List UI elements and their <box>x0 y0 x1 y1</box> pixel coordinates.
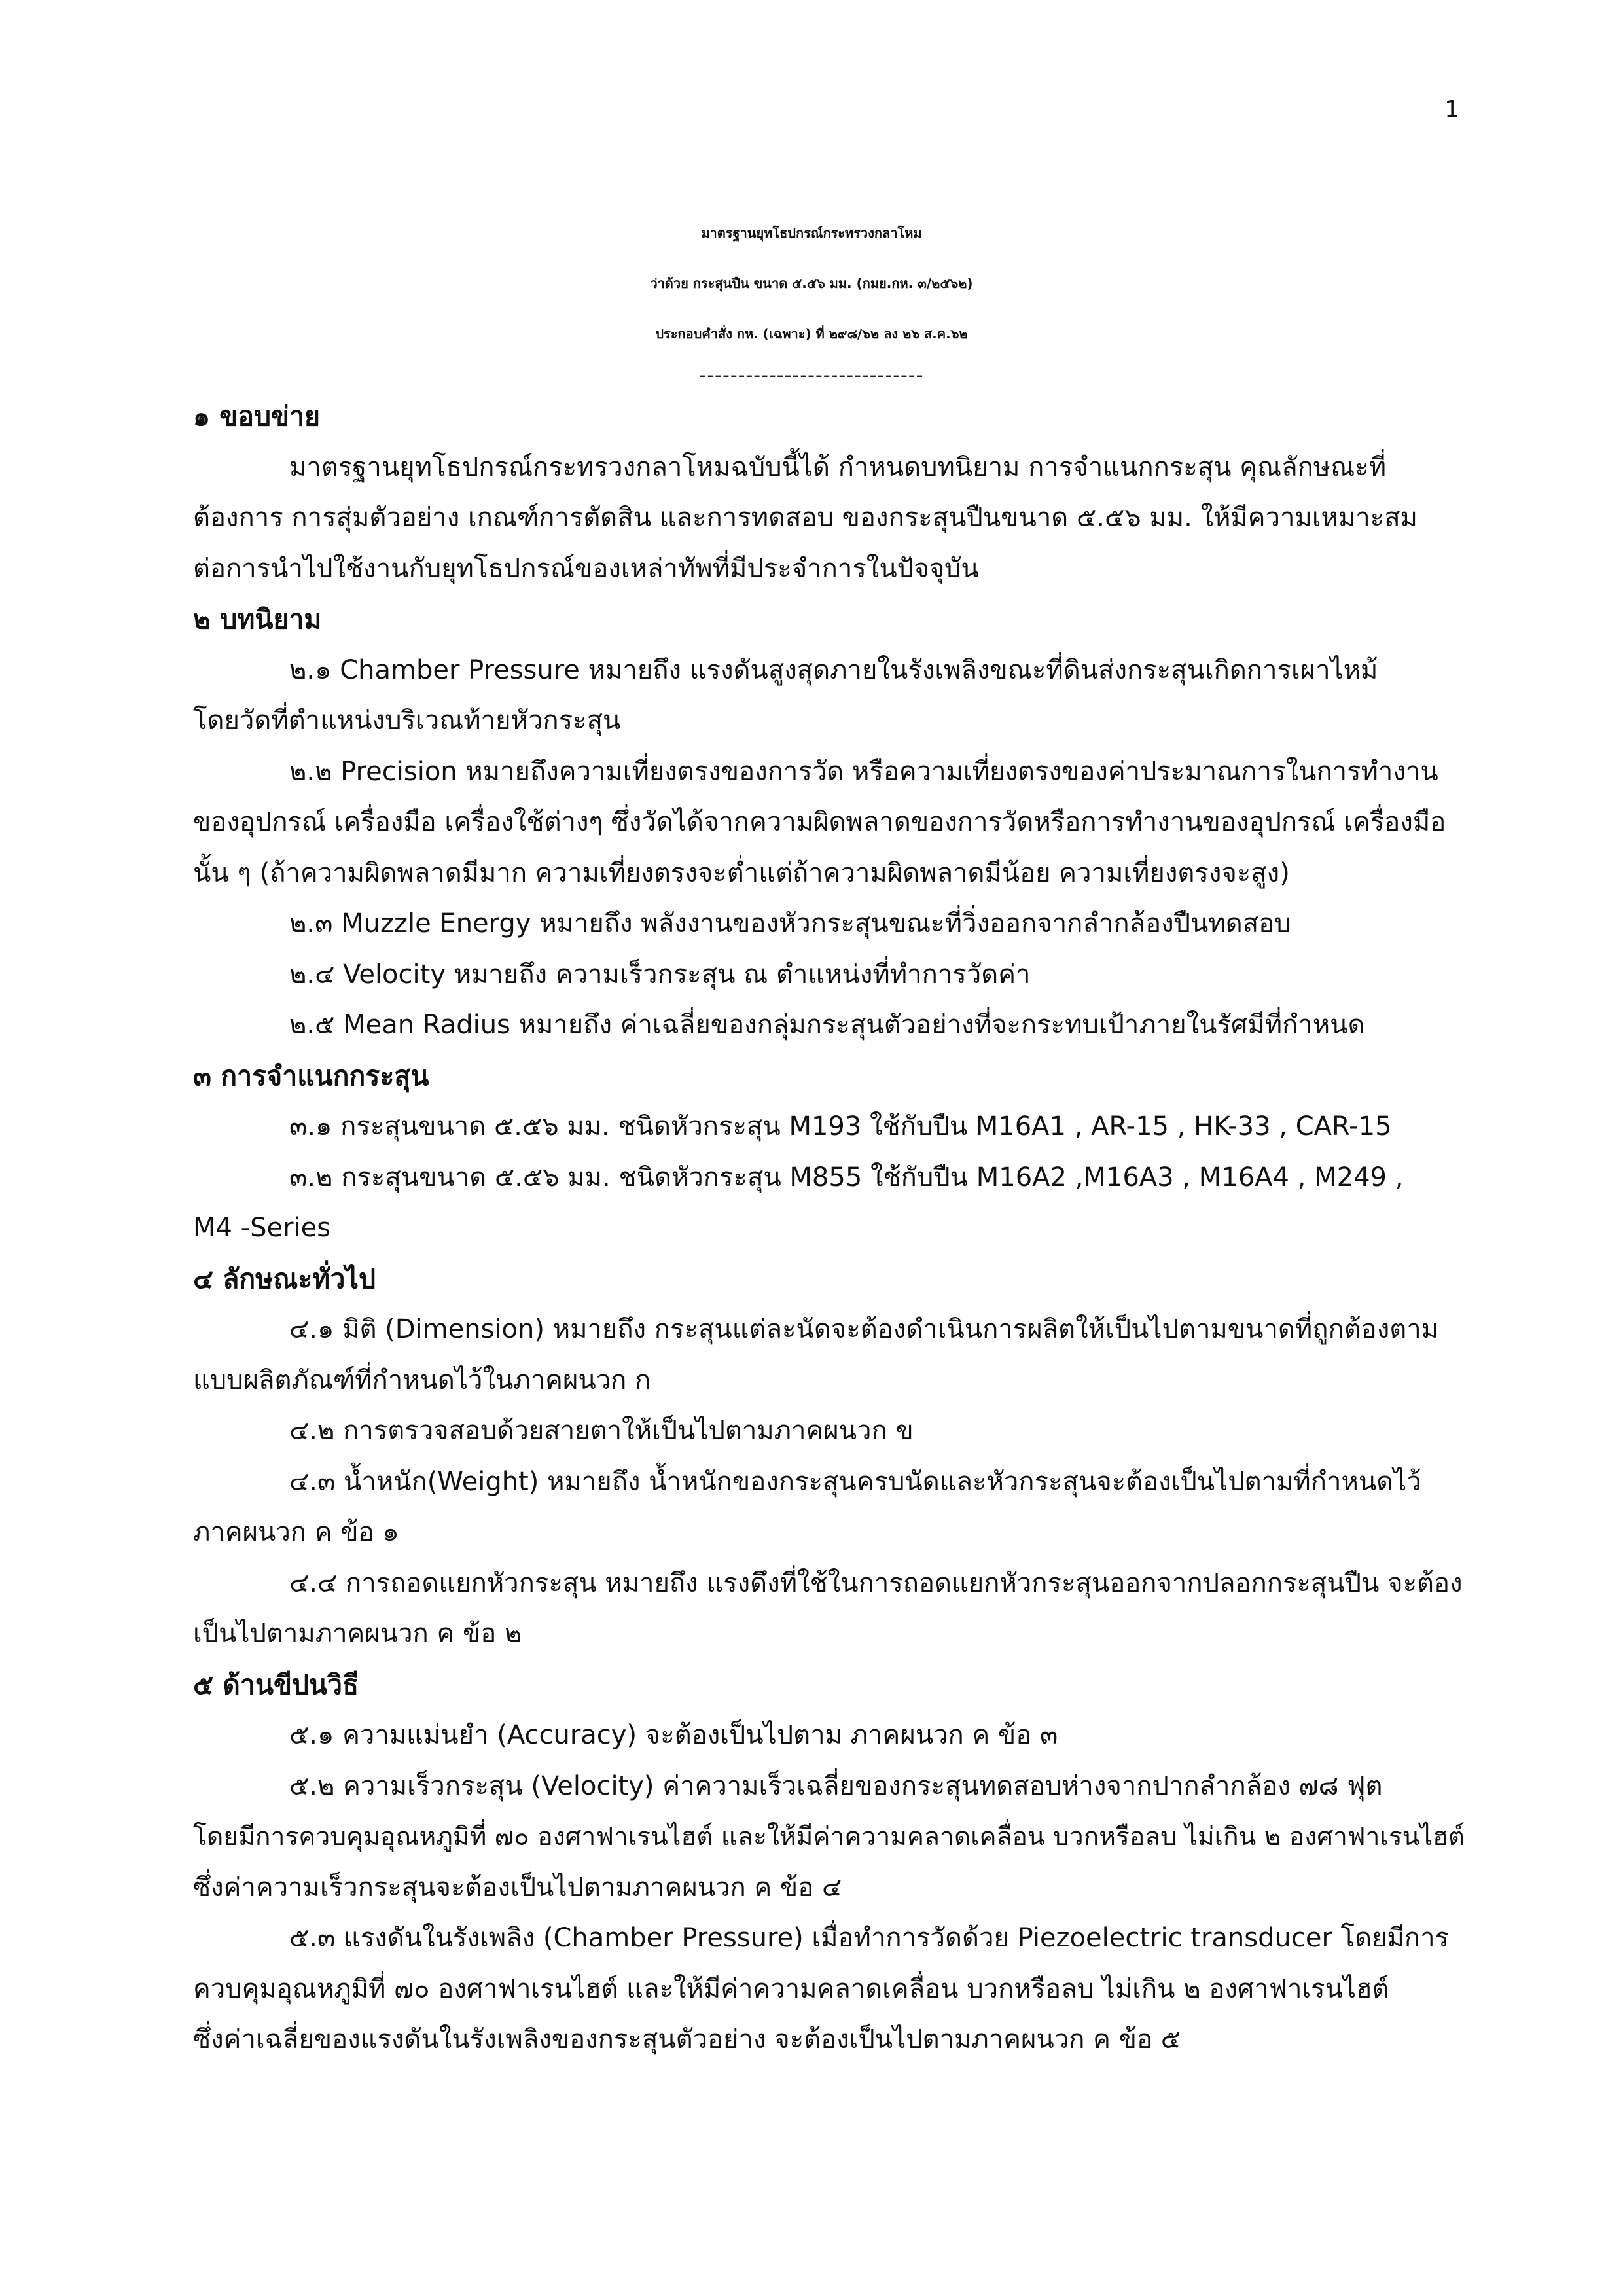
document-header <box>0 208 1623 392</box>
paragraph-first-line: ๒.๑ Chamber Pressure หมายถึง แรงดันสูงสุดภายในรังเพลิงขณะที่ดินส่งกระสุนเกิดการเผาไหม้ <box>289 655 1378 685</box>
section-heading: ๒ บทนิยาม <box>193 603 322 635</box>
paragraph-line: ซึ่งค่าความเร็วกระสุนจะต้องเป็นไปตามภาคผนวก ค ข้อ ๔ <box>193 1872 842 1903</box>
paragraph-first-line: ๕.๓ แรงดันในรังเพลิง (Chamber Pressure) เมื่อทำการวัดด้วย Piezoelectric transducer โดยมีการ <box>289 1923 1450 1953</box>
document-order-reference: ประกอบคำสั่ง กห. (เฉพาะ) ที่ ๒๙๘/๖๒ ลง ๒๖ ส.ค.๖๒ <box>655 326 968 342</box>
paragraph-first-line: ๔.๑ มิติ (Dimension) หมายถึง กระสุนแต่ละนัดจะต้องดำเนินการผลิตให้เป็นไปตามขนาดที่ถูกต้องตาม <box>289 1314 1439 1344</box>
paragraph-line: นั้น ๆ (ถ้าความผิดพลาดมีมาก ความเที่ยงตรงจะต่ำแต่ถ้าความผิดพลาดมีน้อย ความเที่ยงตรงจะสูง) <box>193 857 1290 888</box>
paragraph-first-line: ๓.๑ กระสุนขนาด ๕.๕๖ มม. ชนิดหัวกระสุน M193 ใช้กับปืน M16A1 , AR-15 , HK-33 , CAR-15 <box>289 1111 1392 1141</box>
paragraph-first-line: ๔.๔ การถอดแยกหัวกระสุน หมายถึง แรงดึงที่ใช้ในการถอดแยกหัวกระสุนออกจากปลอกกระสุนปืน จะต้อง <box>289 1568 1463 1598</box>
paragraph-line: โดยวัดที่ตำแหน่งบริเวณท้ายหัวกระสุน <box>193 706 621 736</box>
paragraph-first-line: ๔.๒ การตรวจสอบด้วยสายตาให้เป็นไปตามภาคผนวก ข <box>289 1416 914 1446</box>
section-heading: ๑ ขอบข่าย <box>193 401 321 432</box>
paragraph-first-line: ๓.๒ กระสุนขนาด ๕.๕๖ มม. ชนิดหัวกระสุน M855 ใช้กับปืน M16A2 ,M16A3 , M16A4 , M249 , <box>289 1162 1404 1193</box>
paragraph-first-line: มาตรฐานยุทโธปกรณ์กระทรวงกลาโหมฉบับนี้ได้ กำหนดบทนิยาม การจำแนกกระสุน คุณลักษณะที่ <box>289 452 1387 482</box>
paragraph-line: ต่อการนำไปใช้งานกับยุทโธปกรณ์ของเหล่าทัพที่มีประจำการในปัจจุบัน <box>193 553 979 584</box>
section-heading: ๕ ด้านขีปนวิธี <box>193 1668 359 1700</box>
page-number: 1 <box>1444 96 1459 123</box>
paragraph-line: แบบผลิตภัณฑ์ที่กำหนดไว้ในภาคผนวก ก <box>193 1365 651 1395</box>
paragraph-line: M4 -Series <box>193 1213 331 1243</box>
paragraph-line: ควบคุมอุณหภูมิที่ ๗๐ องศาฟาเรนไฮต์ และให้มีค่าความคลาดเคลื่อน บวกหรือลบ ไม่เกิน ๒ องศาฟาเรนไฮต์ <box>193 1973 1389 2004</box>
paragraph-line: เป็นไปตามภาคผนวก ค ข้อ ๒ <box>193 1619 522 1649</box>
paragraph-line: ของอุปกรณ์ เครื่องมือ เครื่องใช้ต่างๆ ซึ่งวัดได้จากความผิดพลาดของการวัดหรือการทำงานของอุปกรณ์ เครื่องมือ <box>193 807 1446 837</box>
document-title: มาตรฐานยุทโธปกรณ์กระทรวงกลาโหม <box>701 225 922 241</box>
paragraph-first-line: ๒.๕ Mean Radius หมายถึง ค่าเฉลี่ยของกลุ่มกระสุนตัวอย่างที่จะกระทบเป้าภายในรัศมีที่กำหนด <box>289 1010 1365 1040</box>
paragraph-line: ต้องการ การสุ่มตัวอย่าง เกณฑ์การตัดสิน และการทดสอบ ของกระสุนปืนขนาด ๕.๕๖ มม. ให้มีความเหมาะสม <box>193 503 1418 533</box>
paragraph-line: โดยมีการควบคุมอุณหภูมิที่ ๗๐ องศาฟาเรนไฮต์ และให้มีค่าความคลาดเคลื่อน บวกหรือลบ ไม่เกิน ๒ องศาฟาเรนไฮต์ <box>193 1822 1465 1852</box>
paragraph-first-line: ๒.๓ Muzzle Energy หมายถึง พลังงานของหัวกระสุนขณะที่วิ่งออกจากลำกล้องปืนทดสอบ <box>289 908 1291 939</box>
paragraph-first-line: ๒.๔ Velocity หมายถึง ความเร็วกระสุน ณ ตำแหน่งที่ทำการวัดค่า <box>289 959 1031 990</box>
paragraph-first-line: ๒.๒ Precision หมายถึงความเที่ยงตรงของการวัด หรือความเที่ยงตรงของค่าประมาณการในการทำงาน <box>289 756 1438 787</box>
paragraph-first-line: ๔.๓ น้ำหนัก(Weight) หมายถึง น้ำหนักของกระสุนครบนัดและหัวกระสุนจะต้องเป็นไปตามที่กำหนดไว้ <box>289 1466 1421 1497</box>
header-divider: ----------------------------- <box>699 364 924 387</box>
paragraph-line: ซึ่งค่าเฉลี่ยของแรงดันในรังเพลิงของกระสุนตัวอย่าง จะต้องเป็นไปตามภาคผนวก ค ข้อ ๕ <box>193 2024 1181 2054</box>
paragraph-line: ภาคผนวก ค ข้อ ๑ <box>193 1517 399 1547</box>
section-heading: ๓ การจำแนกกระสุน <box>193 1060 429 1092</box>
document-body <box>193 391 1476 2066</box>
document-subtitle: ว่าด้วย กระสุนปืน ขนาด ๕.๕๖ มม. (กมย.กห. ๓/๒๕๖๒) <box>650 276 973 291</box>
paragraph-first-line: ๕.๒ ความเร็วกระสุน (Velocity) ค่าความเร็วเฉลี่ยของกระสุนทดสอบห่างจากปากลำกล้อง ๗๘ ฟุต <box>289 1770 1383 1801</box>
paragraph-first-line: ๕.๑ ความแม่นยำ (Accuracy) จะต้องเป็นไปตาม ภาคผนวก ค ข้อ ๓ <box>289 1720 1058 1750</box>
section-heading: ๔ ลักษณะทั่วไป <box>193 1263 376 1295</box>
